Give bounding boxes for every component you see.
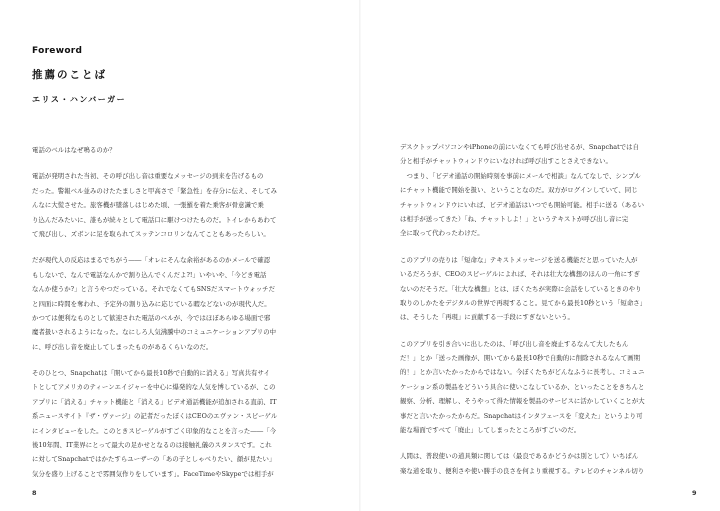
text-line: 楽な道を取り、便利さや使い勝手の良さを何より重視する。テレビのチャンネル切り <box>400 466 645 475</box>
text-line: と四面に時間を奪われ、予定外の割り込みに応じている暇などないのが現代人だ。 <box>32 299 271 308</box>
text-line: んなに大慌させた。旅客機が墜落しはじめた頃、一張羅を着た乗客が骨意識で乗 <box>32 201 264 210</box>
text-line: 的！」とか言いたかったからではない。今ぼくたちがどんなふうに長考し、コミュニ <box>400 368 645 377</box>
paragraph-gap <box>32 157 328 169</box>
text-line: 電話のベルはなぜ鳴るのか？ <box>32 146 116 154</box>
paragraph <box>32 169 328 241</box>
author-name: エリス・ハンバーガー <box>32 95 127 104</box>
text-line: ケーション系の製品をどういう具合に使いこなしているか、といったことをきちんと <box>400 382 645 391</box>
section-heading-en: Foreword <box>32 46 83 56</box>
text-line: 能な場面ですべて「廃止」してしまったところがすごいのだ。 <box>400 426 581 435</box>
text-line: だった。警報ベル並みのけたたましさと甲高さで「緊急性」を存分に伝え、そしてみ <box>32 186 278 195</box>
text-line: に対してSnapchatではかたすらユーザーの「あの子としゃべりたい、顔が見たい」 <box>32 455 276 464</box>
paragraph <box>32 143 328 157</box>
text-line: 系ニュースサイト『ザ・ヴァージ』の記者だったぼくはCEOのエヴァン・スピーゲル <box>32 412 278 421</box>
text-line: 全に取って代わったわけだ。 <box>400 229 484 238</box>
paragraph-gap <box>32 354 328 366</box>
text-line: そのひとつ、Snapchatは「開いてから最長10秒で自動的に消える」写真共有サイ <box>32 369 270 378</box>
page-number-left: 8 <box>32 489 37 497</box>
paragraph-gap <box>32 241 328 253</box>
right-page <box>360 0 720 511</box>
text-line: いるだろうが、CEOのスピーゲルによれば、それは壮大な構想のほんの一角にすぎ <box>400 270 640 279</box>
paragraph-gap <box>400 241 692 253</box>
text-line: アプリに「消える」チャット機能と「消える」ビデオ通話機能が追加される直前、IT <box>32 397 277 406</box>
text-line: て飛び出し、ズボンに足を取られてスッテンコロリンなんてこともあったらしい。 <box>32 229 270 238</box>
text-line: 取りのしかたをデジタルの世界で再現すること。見てから最長10秒という「短命さ」 <box>400 298 647 307</box>
text-line: 事だと言いたかったからだ。Snapchatはインタフェースを「変えた」というより可 <box>400 411 643 420</box>
paragraph <box>400 253 692 325</box>
text-line: 人間は、普段使いの道具類に関しては（最良であるかどうかは別として）いちばん <box>400 452 639 461</box>
text-line: 魔者扱いされるようになった。なにしろ人気沸騰中のコミュニケーションアプリの中 <box>32 328 277 337</box>
text-line: だが現代人の反応はまるでちがう――「オレにそんな余裕があるのかメールで確認 <box>32 256 271 265</box>
paragraph-gap <box>400 437 692 449</box>
left-body-text <box>32 143 328 481</box>
text-line: 電話が発明された当初、その呼び出し音は重要なメッセージの到来を告げるもの <box>32 172 264 181</box>
text-line: だ！」とか「送った画像が、開いてから最長10秒で自動的に削除されるなんて画期 <box>400 354 641 363</box>
section-heading-ja: 推薦のことば <box>32 69 107 81</box>
text-line: つまり、「ビデオ通話の開始時刻を事前にメールで相談」なんてなしで、シンプル <box>400 171 641 180</box>
text-line: なんか使うか?」と言うやつだっている。それでなくてもSNSだスマートウォッチだ <box>32 285 276 294</box>
text-line: 分と相手がチャットウィンドウにいなければ呼び出すことさえできない。 <box>400 157 612 166</box>
text-line: り込んだみたいに、誰もが続々として電話口に駆けつけたものだ。トイレからあわて <box>32 215 277 224</box>
paragraph <box>400 337 692 438</box>
text-line: トとしてアメリカのティーンエイジャーを中心に爆発的な人気を博しているが、この <box>32 383 276 392</box>
text-line: は、そうした「再現」に貢献する一手段にすぎないという。 <box>400 313 574 322</box>
paragraph <box>32 366 328 481</box>
text-line: このアプリを引き合いに出したのは、「呼び出し音を廃止するなんて大したもん <box>400 339 629 348</box>
text-line: デスクトップパソコンやiPhoneの前にいなくても呼び出せるが、Snapchatでは自 <box>400 143 640 151</box>
text-line: ないのだそうだ。「壮大な構想」とは、ぼくたちが実際に会話をしているときのやり <box>400 284 642 293</box>
text-line: に、呼び出し音を廃止してしまったものがあるくらいなのだ。 <box>32 342 213 351</box>
text-line: かつては便利なものとして歓迎された電話のベルが、今ではほぼあらゆる場面で邪 <box>32 313 271 322</box>
text-line: 後10年間、IT業界にとって最大の足かせとなるのは接触礼儀のスタンスです。これ <box>32 441 272 450</box>
paragraph <box>32 253 328 354</box>
text-line: チャットウィンドウにいれば、ビデオ通話はいつでも開始可能。相手に送る（あるい <box>400 200 645 209</box>
paragraph <box>400 449 692 478</box>
paragraph-gap <box>400 325 692 337</box>
right-body-text <box>400 140 692 478</box>
text-line: もしないで、なんで電話なんかで割り込んでくんだよ?!」いやいや、「今どき電話 <box>32 270 267 279</box>
text-line: 気分を盛り上げることで雰囲気作りをしています」。FaceTimeやSkypeでは相手が <box>32 469 274 478</box>
text-line: にインタビューをした。このときスピーゲルがすごく印象的なことを言った――「今 <box>32 426 277 435</box>
text-line: にチャット機能で開始を扱い、ということなのだ。双方がログインしていて、同じ <box>400 186 638 195</box>
page-number-right: 9 <box>692 489 697 497</box>
text-line: は相手が送ってきた）「ね、チャットしよ！」というテキストが呼び出し音に完 <box>400 214 629 223</box>
paragraph <box>400 140 692 241</box>
text-line: 観察、分析、理解し、そうやって得た情報を製品のサービスに活かしていくことが大 <box>400 397 645 406</box>
text-line: このアプリの売りは「短命な」テキストメッセージを送る機能だと思っていた人が <box>400 255 638 264</box>
